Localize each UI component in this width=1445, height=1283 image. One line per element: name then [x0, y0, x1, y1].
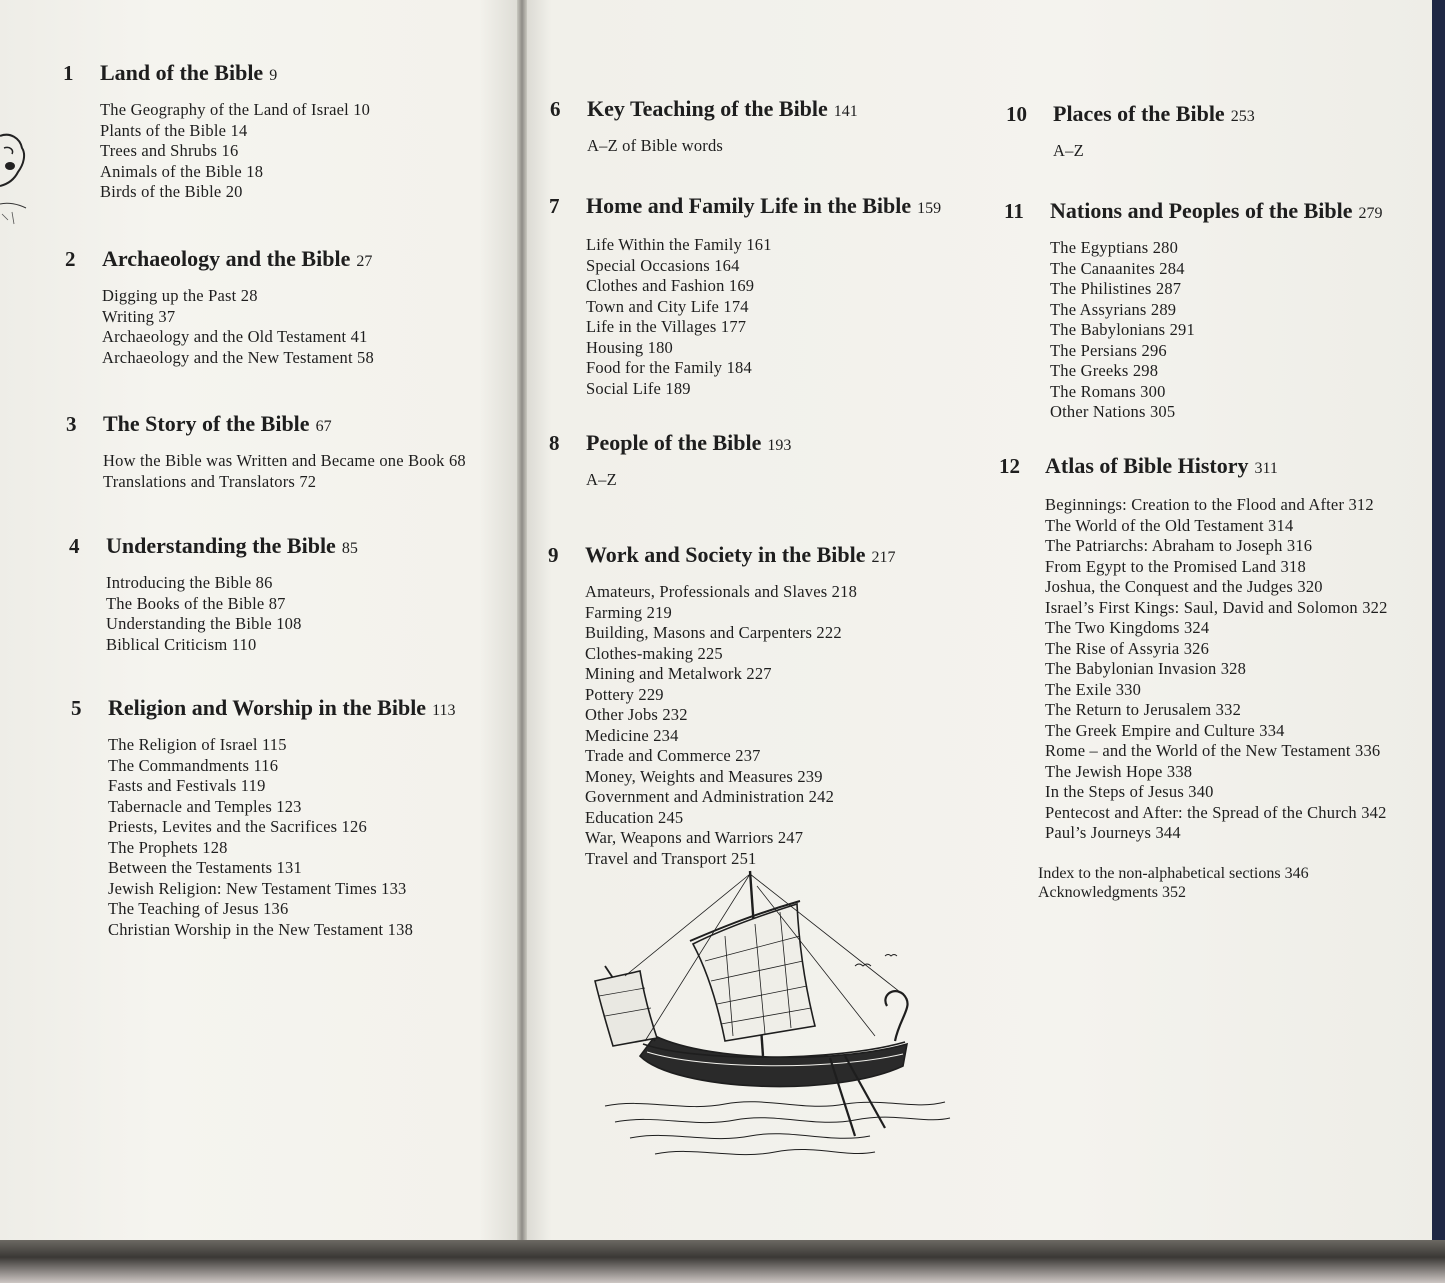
- chapter-items: [1045, 495, 1388, 844]
- list-item: Fasts and Festivals 119: [108, 776, 266, 795]
- chapter-8: [549, 430, 791, 491]
- list-item: Other Nations 305: [1050, 402, 1176, 421]
- list-item: The Greeks 298: [1050, 361, 1159, 380]
- index-entry: Index to the non-alphabetical sections 346: [1038, 865, 1309, 882]
- list-item: Israel’s First Kings: Saul, David and Solomon 322: [1045, 597, 1388, 617]
- list-item: Education 245: [585, 807, 684, 827]
- list-item: Building, Masons and Carpenters 222: [585, 623, 842, 642]
- list-item: Mining and Metalwork 227: [585, 664, 772, 683]
- list-item: Life in the Villages 177: [586, 317, 747, 336]
- chapter-page: 67: [315, 418, 332, 435]
- list-item: Clothes and Fashion 169: [586, 276, 755, 295]
- chapter-title: Places of the Bible: [1053, 101, 1225, 126]
- list-item: The Egyptians 280: [1050, 238, 1179, 257]
- chapter-title: The Story of the Bible: [103, 411, 310, 436]
- list-item: Social Life 189: [586, 378, 691, 398]
- list-item: Tabernacle and Temples 123: [108, 796, 302, 816]
- chapter-items: [586, 470, 791, 491]
- list-item: The Geography of the Land of Israel 10: [100, 100, 371, 119]
- chapter-page: 311: [1254, 460, 1278, 477]
- list-item: Medicine 234: [585, 725, 679, 745]
- chapter-page: 9: [269, 67, 278, 84]
- acknowledgments-entry: Acknowledgments 352: [1038, 884, 1186, 901]
- list-item: The Religion of Israel 115: [108, 735, 287, 754]
- list-item: The Return to Jerusalem 332: [1045, 700, 1242, 719]
- chapter-2: [65, 246, 374, 368]
- list-item: Rome – and the World of the New Testament 336: [1045, 741, 1381, 760]
- chapter-number: 10: [1006, 102, 1027, 126]
- list-item: The Persians 296: [1050, 340, 1167, 360]
- list-item: A–Z of Bible words: [587, 136, 724, 155]
- cover-edge: [1432, 0, 1445, 1250]
- list-item: The Exile 330: [1045, 679, 1142, 699]
- list-item: Plants of the Bible 14: [100, 120, 248, 140]
- list-item: Translations and Translators 72: [103, 471, 317, 491]
- list-item: Introducing the Bible 86: [106, 573, 273, 592]
- list-item: Pottery 229: [585, 684, 664, 704]
- chapter-title: Home and Family Life in the Bible: [586, 193, 912, 218]
- list-item: War, Weapons and Warriors 247: [585, 828, 804, 847]
- list-item: Life Within the Family 161: [586, 235, 772, 254]
- list-item: Digging up the Past 28: [102, 286, 258, 305]
- chapter-number: 11: [1004, 199, 1024, 223]
- chapter-title: Key Teaching of the Bible: [587, 96, 828, 121]
- chapter-page: 193: [767, 437, 792, 454]
- chapter-number: 4: [69, 534, 80, 558]
- list-item: Birds of the Bible 20: [100, 182, 243, 201]
- chapter-page: 113: [432, 702, 456, 719]
- list-item: The Babylonians 291: [1050, 320, 1195, 339]
- list-item: The Romans 300: [1050, 381, 1166, 401]
- list-item: Town and City Life 174: [586, 296, 749, 316]
- chapter-number: 2: [65, 247, 76, 271]
- chapter-5: [71, 695, 455, 940]
- chapter-items: [1050, 238, 1383, 423]
- cow-head-icon: [0, 128, 32, 238]
- chapter-title: Understanding the Bible: [106, 533, 336, 558]
- chapter-title: Work and Society in the Bible: [585, 542, 866, 567]
- list-item: Understanding the Bible 108: [106, 614, 302, 633]
- list-item: Housing 180: [586, 337, 673, 357]
- chapter-number: 12: [999, 454, 1020, 478]
- chapter-title: Land of the Bible: [100, 60, 264, 85]
- list-item: Christian Worship in the New Testament 138: [108, 919, 414, 939]
- list-item: Paul’s Journeys 344: [1045, 823, 1181, 842]
- chapter-title: Atlas of Bible History: [1045, 453, 1249, 478]
- list-item: A–Z: [586, 470, 617, 489]
- chapter-number: 6: [550, 97, 561, 121]
- list-item: How the Bible was Written and Became one Book 68: [103, 451, 466, 470]
- chapter-title: People of the Bible: [586, 430, 762, 455]
- back-matter: [1038, 864, 1309, 902]
- chapter-items: [102, 286, 374, 368]
- list-item: Writing 37: [102, 306, 176, 326]
- list-item: The Books of the Bible 87: [106, 593, 286, 613]
- list-item: Animals of the Bible 18: [100, 161, 264, 181]
- chapter-items: [586, 235, 941, 399]
- chapter-page: 217: [871, 549, 896, 566]
- chapter-number: 5: [71, 696, 82, 720]
- list-item: The Greek Empire and Culture 334: [1045, 720, 1285, 740]
- chapter-items: [587, 136, 858, 157]
- chapter-6: [550, 96, 858, 157]
- chapter-page: 27: [356, 253, 373, 270]
- list-item: Between the Testaments 131: [108, 858, 302, 877]
- list-item: Archaeology and the Old Testament 41: [102, 327, 368, 346]
- list-item: Travel and Transport 251: [585, 848, 757, 868]
- chapter-number: 3: [66, 412, 77, 436]
- chapter-page: 141: [833, 103, 858, 120]
- list-item: The Jewish Hope 338: [1045, 761, 1193, 781]
- list-item: Joshua, the Conquest and the Judges 320: [1045, 577, 1323, 596]
- chapter-1: [63, 60, 370, 203]
- chapter-title: Religion and Worship in the Bible: [108, 695, 427, 720]
- list-item: Special Occasions 164: [586, 255, 740, 275]
- list-item: Food for the Family 184: [586, 358, 752, 377]
- list-item: The Canaanites 284: [1050, 258, 1185, 278]
- list-item: The Assyrians 289: [1050, 299, 1177, 319]
- chapter-3: [66, 411, 466, 492]
- list-item: Other Jobs 232: [585, 705, 688, 724]
- list-item: Priests, Levites and the Sacrifices 126: [108, 817, 367, 836]
- list-item: The Philistines 287: [1050, 279, 1182, 298]
- chapter-title: Archaeology and the Bible: [102, 246, 351, 271]
- list-item: Trade and Commerce 237: [585, 746, 761, 765]
- list-item: A–Z: [1053, 141, 1084, 160]
- list-item: Beginnings: Creation to the Flood and After 312: [1045, 495, 1374, 514]
- book-bottom-edge: [0, 1240, 1445, 1283]
- chapter-page: 159: [917, 200, 942, 217]
- list-item: The Babylonian Invasion 328: [1045, 659, 1247, 678]
- chapter-items: [1053, 141, 1255, 162]
- list-item: The Two Kingdoms 324: [1045, 618, 1210, 637]
- list-item: Trees and Shrubs 16: [100, 141, 239, 160]
- chapter-7: [549, 193, 941, 399]
- list-item: The World of the Old Testament 314: [1045, 515, 1294, 535]
- chapter-page: 279: [1358, 205, 1383, 222]
- list-item: Clothes-making 225: [585, 643, 723, 663]
- list-item: Farming 219: [585, 602, 672, 622]
- list-item: In the Steps of Jesus 340: [1045, 782, 1214, 801]
- list-item: From Egypt to the Promised Land 318: [1045, 556, 1306, 576]
- chapter-number: 1: [63, 61, 74, 85]
- chapter-11: [1004, 198, 1383, 423]
- chapter-title: Nations and Peoples of the Bible: [1050, 198, 1353, 223]
- chapter-number: 9: [548, 543, 559, 567]
- chapter-page: 85: [341, 540, 358, 557]
- chapter-items: [106, 573, 358, 655]
- list-item: The Commandments 116: [108, 755, 279, 775]
- chapter-9: [548, 542, 896, 869]
- chapter-page: 253: [1230, 108, 1255, 125]
- ancient-sailing-ship-icon: [585, 866, 960, 1176]
- chapter-10: [1006, 101, 1255, 162]
- list-item: The Patriarchs: Abraham to Joseph 316: [1045, 536, 1313, 555]
- book-gutter: [517, 0, 527, 1250]
- list-item: The Teaching of Jesus 136: [108, 899, 289, 918]
- list-item: Money, Weights and Measures 239: [585, 766, 823, 786]
- list-item: The Rise of Assyria 326: [1045, 638, 1210, 658]
- list-item: Government and Administration 242: [585, 787, 835, 806]
- chapter-12: [999, 453, 1388, 844]
- list-item: Archaeology and the New Testament 58: [102, 347, 374, 367]
- chapter-number: 8: [549, 431, 560, 455]
- chapter-items: [100, 100, 370, 203]
- chapter-items: [585, 582, 896, 869]
- list-item: Jewish Religion: New Testament Times 133: [108, 878, 407, 898]
- chapter-items: [103, 451, 466, 492]
- chapter-number: 7: [549, 194, 560, 218]
- list-item: Pentecost and After: the Spread of the Church 342: [1045, 802, 1387, 822]
- list-item: The Prophets 128: [108, 837, 228, 857]
- chapter-items: [108, 735, 455, 940]
- chapter-4: [69, 533, 358, 655]
- list-item: Biblical Criticism 110: [106, 634, 257, 654]
- list-item: Amateurs, Professionals and Slaves 218: [585, 582, 858, 601]
